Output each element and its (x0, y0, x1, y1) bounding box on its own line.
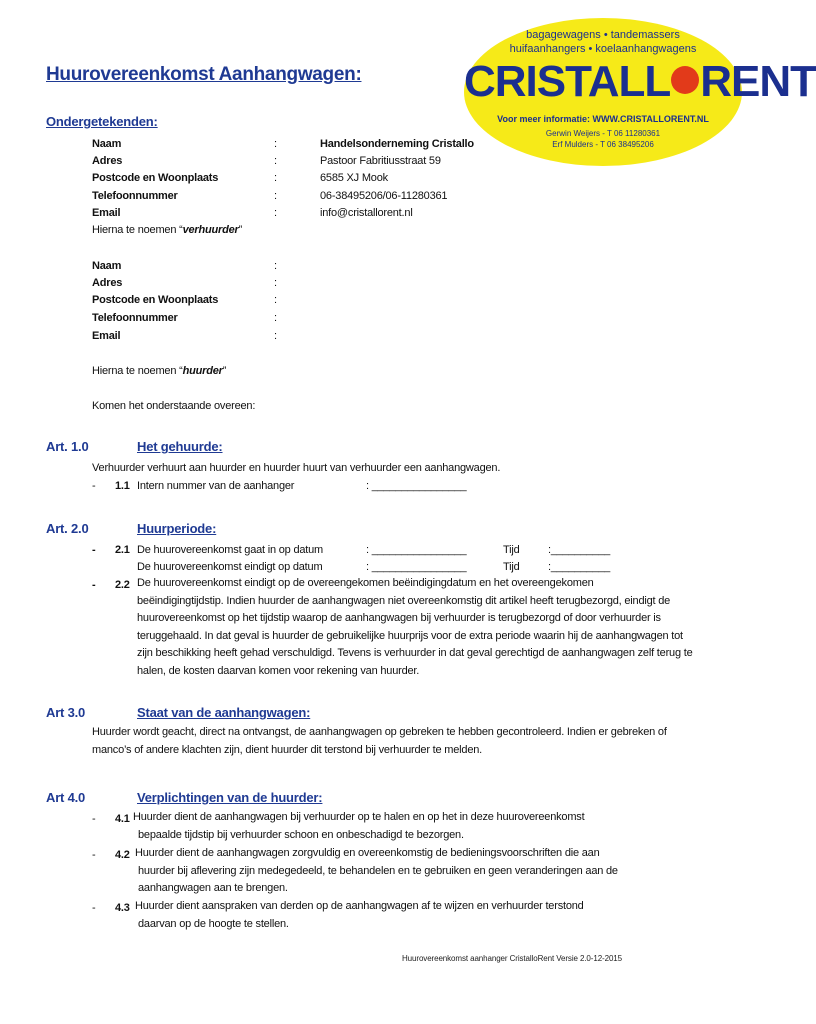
colon: : (274, 172, 277, 184)
art2-item2-text (137, 575, 727, 680)
landlord-email-value: info@cristallorent.nl (320, 207, 413, 219)
art1-item-blank[interactable]: : ________________ (366, 480, 467, 492)
art1-number: Art. 1.0 (46, 439, 89, 454)
art4-item2-text (135, 845, 735, 898)
logo-o-dot (671, 66, 699, 94)
text-line: huurovereenkomst op het tijdstip waarop de aanhangwagen bij verhuurder is terugbezorgd of door verhuurder is (137, 612, 661, 624)
art1-intro: Verhuurder verhuurt aan huurder en huurder huurt van verhuurder een aanhangwagen. (92, 462, 501, 474)
dash: - (92, 544, 96, 556)
art1-item-text: Intern nummer van de aanhanger (137, 480, 295, 492)
colon: : (274, 138, 277, 150)
start-time-label: Tijd (503, 544, 520, 556)
colon: : (274, 155, 277, 167)
art4-item2-number: 4.2 (115, 849, 130, 861)
end-date-blank[interactable]: : ________________ (366, 561, 467, 573)
art4-item3-number: 4.3 (115, 902, 130, 914)
landlord-alias-line (92, 224, 242, 237)
logo-tagline-1: bagagewagens • tandemassers (526, 29, 680, 41)
dash: - (92, 480, 96, 492)
alias-suffix: ” (238, 224, 243, 236)
text-line: bepaalde tijdstip bij verhuurder schoon en onbeschadigd te bezorgen. (138, 828, 464, 841)
alias-prefix: Hierna te noemen “ (92, 224, 183, 236)
text-line: aanhangwagen aan te brengen. (138, 882, 288, 894)
colon: : (274, 312, 277, 324)
colon: : (274, 190, 277, 202)
text-line: daarvan op de hoogte te stellen. (138, 917, 289, 930)
end-time-label: Tijd (503, 561, 520, 573)
alias-suffix: ” (222, 365, 227, 377)
tenant-address-label: Adres (92, 277, 123, 289)
colon: : (274, 207, 277, 219)
text-line: Huurder dient de aanhangwagen zorgvuldig en overeenkomstig de bedieningsvoorschriften die aan (135, 847, 600, 859)
art1-title: Het gehuurde: (137, 439, 223, 454)
text-line: teruggehaald. In dat geval is huurder de gebruikelijke huurprijs voor de extra periode waarin hij de aanhangwagen tot (137, 629, 683, 642)
landlord-phone-label: Telefoonnummer (92, 190, 178, 202)
dash: - (92, 849, 96, 861)
landlord-postcode-label: Postcode en Woonplaats (92, 172, 219, 184)
landlord-name-label: Naam (92, 138, 122, 150)
art3-text (92, 724, 732, 759)
agreement-line: Komen het onderstaande overeen: (92, 400, 256, 412)
logo-brand-left: CRISTALL (464, 57, 671, 106)
art2-item1-number: 2.1 (115, 544, 130, 556)
landlord-phone-value: 06-38495206/06-11280361 (320, 190, 448, 202)
dash: - (92, 813, 96, 825)
text-line: zijn beschikking heeft gehad verschuldigd. Tevens is verhuurder in dat geval gerechtigd de aanhangwagen zelf terug te (137, 647, 693, 659)
tenant-postcode-label: Postcode en Woonplaats (92, 294, 219, 306)
cristallorent-logo (464, 18, 816, 166)
text-line: huurder bij aflevering zijn medegedeeld, te behandelen en te gebruiken en geen veranderingen aan de (138, 864, 618, 877)
logo-contact-1: Gerwin Weijers - T 06 11280361 (545, 129, 661, 138)
text-line: Huurder wordt geacht, direct na ontvangst, de aanhangwagen op gebreken te hebben gecontroleerd. Indien er gebreken of (92, 726, 667, 738)
landlord-email-label: Email (92, 207, 121, 219)
art3-title: Staat van de aanhangwagen: (137, 705, 311, 720)
start-date-blank[interactable]: : ________________ (366, 544, 467, 556)
art1-item-number: 1.1 (115, 480, 130, 492)
alias-prefix: Hierna te noemen “ (92, 365, 183, 377)
art4-item3-text (135, 898, 735, 933)
page-footer: Huurovereenkomst aanhanger CristalloRent Versie 2.0-12-2015 (402, 954, 623, 963)
landlord-address-value: Pastoor Fabritiusstraat 59 (320, 155, 441, 167)
text-line: beëindigingtijdstip. Indien huurder de aanhangwagen niet overeenkomstig dit artikel heeft terugbezorgd, eindigt de (137, 594, 671, 607)
colon: : (274, 330, 277, 342)
art4-item1-text (133, 809, 733, 844)
art2-number: Art. 2.0 (46, 521, 89, 536)
art4-number: Art 4.0 (46, 790, 86, 805)
dash: - (92, 902, 96, 914)
landlord-address-label: Adres (92, 155, 123, 167)
logo-brand (464, 57, 816, 106)
logo-tagline-2: huifaanhangers • koelaanhangwagens (509, 43, 697, 55)
colon: : (274, 294, 277, 306)
text-line: De huurovereenkomst eindigt op de overeengekomen beëindigingdatum en het overeengekomen (137, 577, 594, 589)
art2-title: Huurperiode: (137, 521, 217, 536)
landlord-name-value: Handelsonderneming Cristallo (320, 138, 474, 150)
start-time-blank[interactable]: :__________ (548, 544, 611, 556)
tenant-name-label: Naam (92, 260, 122, 272)
tenant-phone-label: Telefoonnummer (92, 312, 178, 324)
art4-item1-number: 4.1 (115, 813, 130, 825)
art4-title: Verplichtingen van de huurder: (137, 790, 323, 805)
logo-info: Voor meer informatie: WWW.CRISTALLORENT.NL (497, 114, 709, 124)
landlord-postcode-value: 6585 XJ Mook (320, 172, 388, 184)
end-time-blank[interactable]: :__________ (548, 561, 611, 573)
alias-verhuurder: verhuurder (182, 224, 239, 236)
logo-brand-right: RENT (700, 57, 816, 106)
text-line: Huurder dient de aanhangwagen bij verhuurder op te halen en op het in deze huurovereenkomst (133, 811, 585, 823)
text-line: halen, de kosten daarvan komen voor rekening van huurder. (137, 664, 420, 677)
logo-contact-2: Erf Mulders - T 06 38495206 (552, 140, 654, 149)
parties-heading: Ondergetekenden: (46, 114, 158, 129)
art3-number: Art 3.0 (46, 705, 86, 720)
tenant-alias-line (92, 365, 226, 378)
art2-item1-line1: De huurovereenkomst gaat in op datum (137, 544, 324, 556)
text-line: manco’s of andere klachten zijn, dient huurder dit terstond bij verhuurder te melden. (92, 743, 483, 756)
art2-item1-line2: De huurovereenkomst eindigt op datum (137, 561, 323, 573)
dash: - (92, 579, 96, 591)
page-title: Huurovereenkomst Aanhangwagen: (46, 64, 362, 85)
art2-item2-number: 2.2 (115, 579, 130, 591)
tenant-email-label: Email (92, 330, 121, 342)
colon: : (274, 277, 277, 289)
colon: : (274, 260, 277, 272)
alias-huurder: huurder (182, 365, 223, 377)
text-line: Huurder dient aanspraken van derden op de aanhangwagen af te wijzen en verhuurder terstond (135, 900, 584, 912)
